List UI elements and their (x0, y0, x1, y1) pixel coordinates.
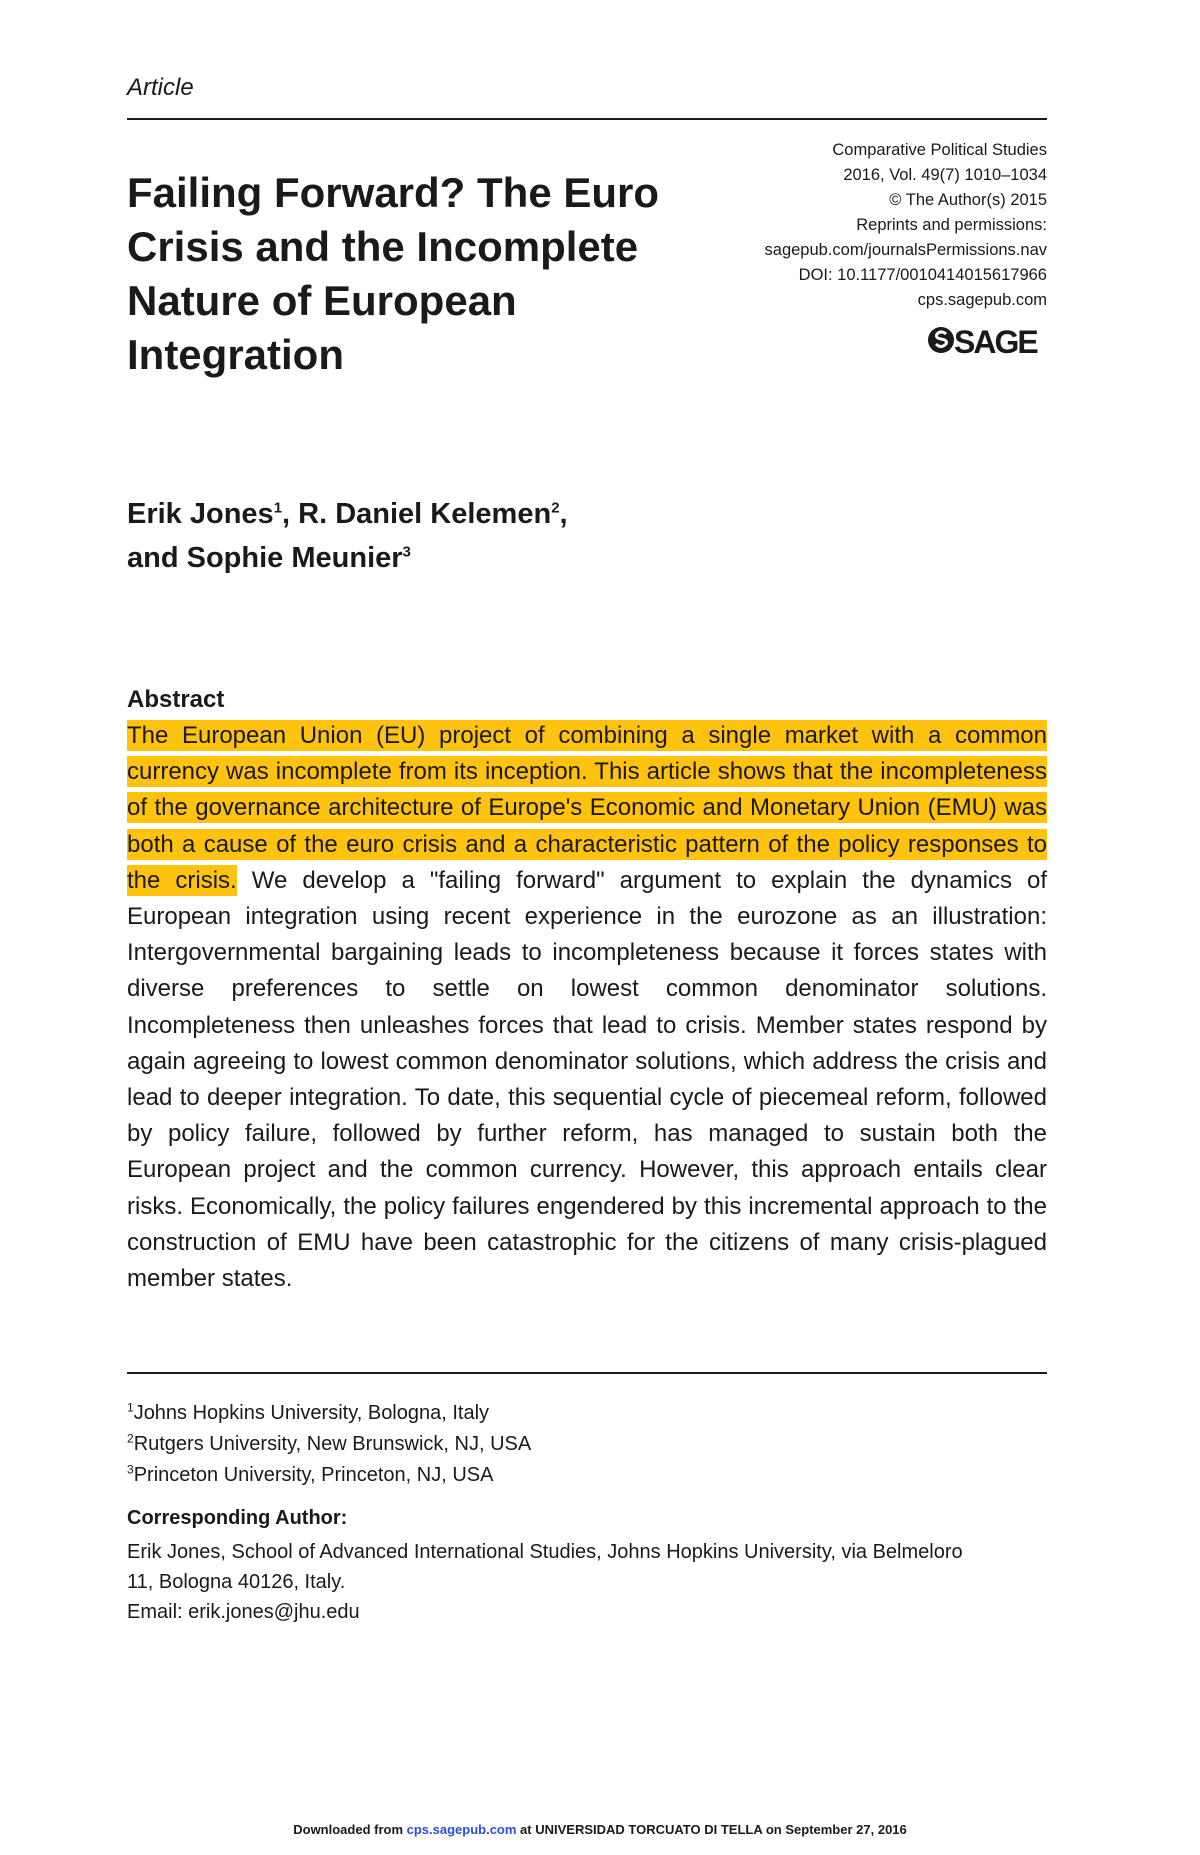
volume-info: 2016, Vol. 49(7) 1010–1034 (843, 166, 1047, 184)
author-name: Sophie Meunier (186, 542, 403, 574)
footnote-divider (127, 1372, 1047, 1374)
affiliation-marker: 1 (273, 499, 283, 517)
publication-info (627, 138, 1047, 313)
sage-logo (927, 322, 1047, 358)
journal-site-link[interactable]: cps.sagepub.com (917, 291, 1047, 309)
affiliation-item (127, 1429, 531, 1460)
author-conjunction: and (127, 542, 187, 574)
journal-name: Comparative Political Studies (832, 141, 1047, 159)
highlighted-text[interactable]: The European Union (EU) project of combining a single market with a common currency was incomplete from its inception. This article shows that the incompleteness of the governance architecture of Europe's Economic and Monetary Union (EMU) was both a cause of the euro crisis and a characteristic pattern of the policy responses to the crisis. (127, 722, 1047, 894)
download-footer (0, 1822, 1200, 1837)
corresponding-address-line: 11, Bologna 40126, Italy. (127, 1571, 346, 1593)
affiliation-item (127, 1460, 531, 1491)
affiliation-text: Rutgers University, New Brunswick, NJ, USA (133, 1433, 532, 1455)
reprints-label: Reprints and permissions: (856, 216, 1047, 234)
corresponding-address-line: Erik Jones, School of Advanced International Studies, Johns Hopkins University, via Belmeloro (127, 1541, 963, 1563)
affiliation-marker: 2 (551, 499, 560, 517)
abstract-text: We develop a "failing forward" argument to explain the dynamics of European integration using recent experience in the eurozone as an illustration: Intergovernmental bargaining leads to incompleteness because it forces states with diverse preferences to settle on lowest common denominator solutions. Incompleteness then unleashes forces that lead to crisis. Member states respond by again agreeing to lowest common denominator solutions, which address the crisis and lead to deeper integration. To date, this sequential cycle of piecemeal reform, followed by policy failure, followed by further reform, has managed to sustain both the European project and the common currency. However, this approach entails clear risks. Economically, the policy failures engendered by this incremental approach to the construction of EMU have been catastrophic for the citizens of many crisis-plagued member states. (127, 866, 1047, 1293)
permissions-link[interactable]: sagepub.com/journalsPermissions.nav (764, 241, 1047, 259)
author-separator: , (282, 498, 299, 530)
abstract-heading: Abstract (127, 686, 225, 713)
copyright-notice: © The Author(s) 2015 (889, 191, 1047, 209)
corresponding-author-heading: Corresponding Author: (127, 1507, 348, 1529)
author-name: R. Daniel Kelemen (298, 498, 552, 530)
author-name: Erik Jones (127, 498, 274, 530)
header-divider (127, 118, 1047, 120)
affiliation-number: 3 (127, 1462, 134, 1477)
affiliation-number: 1 (127, 1400, 134, 1415)
affiliation-text: Johns Hopkins University, Bologna, Italy (133, 1402, 490, 1424)
footer-suffix: at UNIVERSIDAD TORCUATO DI TELLA on September 27, 2016 (516, 1822, 907, 1837)
sage-logo-text: SAGE (954, 324, 1037, 358)
corresponding-author-details (127, 1537, 1047, 1627)
abstract-body (127, 718, 1047, 1297)
author-list (127, 492, 827, 580)
affiliations (127, 1398, 531, 1491)
footer-prefix: Downloaded from (293, 1822, 407, 1837)
affiliation-number: 2 (127, 1431, 134, 1446)
author-separator: , (559, 498, 568, 530)
paper-title: Failing Forward? The Euro Crisis and the Incomplete Nature of European Integration (127, 169, 660, 378)
footer-site-link[interactable]: cps.sagepub.com (406, 1822, 517, 1837)
affiliation-marker: 3 (402, 543, 411, 561)
article-type-label: Article (127, 74, 194, 101)
corresponding-email[interactable]: Email: erik.jones@jhu.edu (127, 1601, 360, 1623)
affiliation-item (127, 1398, 531, 1429)
affiliation-text: Princeton University, Princeton, NJ, USA (133, 1464, 494, 1486)
doi-link[interactable]: DOI: 10.1177/0010414015617966 (798, 266, 1047, 284)
